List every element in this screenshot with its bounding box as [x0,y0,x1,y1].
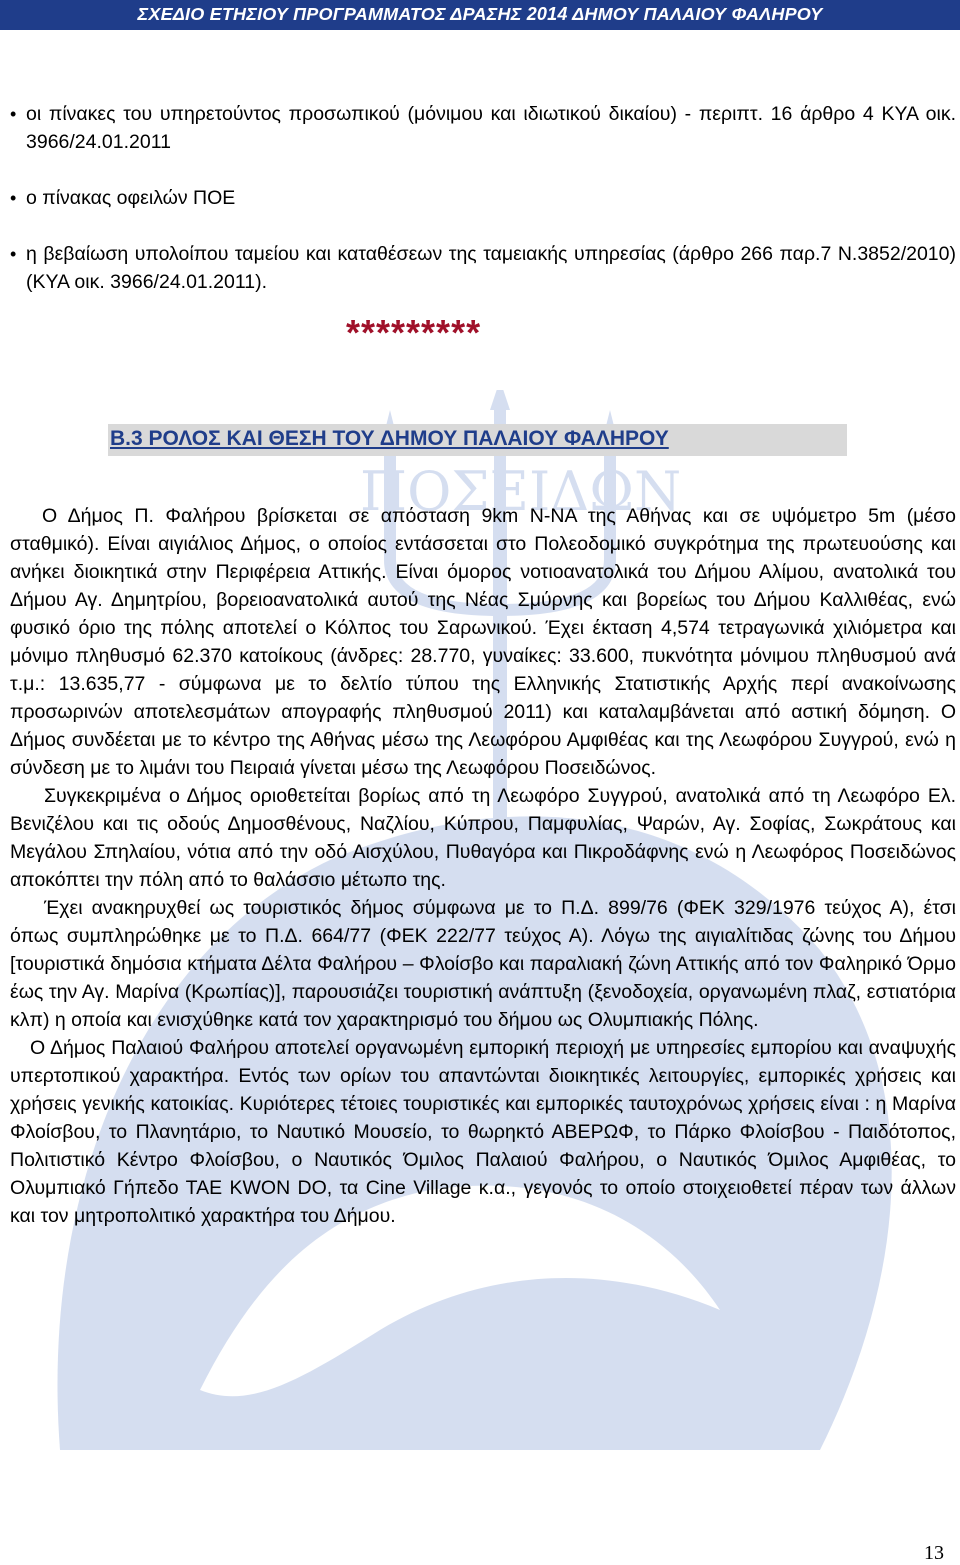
body-text [10,502,956,1230]
paragraph: Έχει ανακηρυχθεί ως τουριστικός δήμος σύμφωνα με το Π.Δ. 899/76 (ΦΕΚ 329/1976 τεύχος Α), έτσι όπως συμπληρώθηκε με το Π.Δ. 664/77 (ΦΕΚ 222/77 τεύχος Α). Λόγω της αιγιαλίτιδας ζώνης του Δήμου [τουριστικά δημόσια κτήματα Δέλτα Φαλήρου – Φλοίσβο και παραλιακή ζώνη Αττικής από τον Φαληρικό Όρμο έως την Αγ. Μαρίνα (Κρωπίας)], παρουσιάζει τουριστική ανάπτυξη (ξενοδοχεία, οργανωμένη πλαζ, εστιατόρια κλπ) η οποία και ενισχύθηκε κατά τον χαρακτηρισμό του δήμου ως Ολυμπιακής Πόλης. [10,897,956,1031]
bullet-icon: • [10,104,17,124]
section-separator: ********* [346,312,482,353]
bullet-icon: • [10,188,17,208]
bullet-icon: • [10,244,17,264]
list-item [10,240,956,296]
section-heading: Β.3 ΡΟΛΟΣ ΚΑΙ ΘΕΣΗ ΤΟΥ ΔΗΜΟΥ ΠΑΛΑΙΟΥ ΦΑΛΗΡΟΥ [110,427,669,450]
page-number: 13 [924,1542,944,1564]
list-item [10,100,956,156]
list-item-text: ο πίνακας οφειλών ΠΟΕ [26,187,236,209]
list-item-text: οι πίνακες του υπηρετούντος προσωπικού (μόνιμου και ιδιωτικού δικαίου) - περιπτ. 16 άρθρο 4 ΚΥΑ οικ. 3966/24.01.2011 [26,103,956,153]
list-item-text: η βεβαίωση υπολοίπου ταμείου και καταθέσεων της ταμειακής υπηρεσίας (άρθρο 266 παρ.7 Ν.3852/2010) (ΚΥΑ οικ. 3966/24.01.2011). [26,243,956,293]
watermark-text: ΠΟΣΕΙΔΩΝ [360,460,682,523]
paragraph: Συγκεκριμένα ο Δήμος οριοθετείται βορίως από τη Λεωφόρο Συγγρού, ανατολικά από τη Λεωφόρο Ελ. Βενιζέλου και τις οδούς Δημοσθένους, Ναζλίου, Κύπρου, Παμφυλίας, Ψαρών, Αγ. Σοφίας, Σωκράτους και Μεγάλου Σπηλαίου, νότια από την οδό Αισχύλου, Πυθαγόρα και Πικροδάφνης ενώ η Λεωφόρος Ποσειδώνος αποκόπτει την πόλη από το θαλάσσιο μέτωπο της. [10,785,956,891]
paragraph: Ο Δήμος Παλαιού Φαλήρου αποτελεί οργανωμένη εμπορική περιοχή με υπηρεσίες εμπορίου και αναψυχής υπερτοπικού χαρακτήρα. Εντός των ορίων του απαντώνται διοικητικές λειτουργίες, εμπορικές χρήσεις και χρήσεις γενικής κατοικίας. Κυριότερες τέτοιες τουριστικές και εμπορικές ταυτοχρόνως χρήσεις είναι : η Μαρίνα Φλοίσβου, το Πλανητάριο, το Ναυτικό Μουσείο, το θωρηκτό ΑΒΕΡΩΦ, το Πάρκο Φλοίσβου - Παιδότοπος, Πολιτιστικό Κέντρο Φλοίσβου, ο Ναυτικός Όμιλος Παλαιού Φαλήρου, ο Ναυτικός Όμιλος Αμφιθέας, το Ολυμπιακό Γήπεδο ΤΑΕ KWON DO, τα Cine Village κ.α., γεγονός το οποίο στοιχειοθετεί πέραν των άλλων και τον μητροπολιτικό χαρακτήρα του Δήμου. [10,1037,956,1227]
section-heading-box [108,424,847,456]
bullet-list [10,100,956,296]
paragraph: Ο Δήμος Π. Φαλήρου βρίσκεται σε απόσταση 9km Ν-ΝΑ της Αθήνας και σε υψόμετρο 5m (μέσο σταθμικό). Είναι αιγιάλιος Δήμος, ο οποίος εντάσσεται στο Πολεοδομικό συγκρότημα της πρωτευούσης και ανήκει διοικητικά στην Περιφέρεια Αττικής. Είναι όμορος νοτιοανατολικά του Δήμου Αλίμου, ανατολικά του Δήμου Αγ. Δημητρίου, βορειοανατολικά αυτού της Νέας Σμύρνης και βορείως του Δήμου Καλλιθέας, ενώ φυσικό όριο της πόλης αποτελεί ο Κόλπος του Σαρωνικού. Έχει έκταση 4,574 τετραγωνικά χιλιόμετρα και μόνιμο πληθυσμό 62.370 κατοίκους (άνδρες: 28.770, γυναίκες: 33.600, πυκνότητα μόνιμου πληθυσμού ανά τ.μ.: 13.635,77 - σύμφωνα με το δελτίο τύπου της Ελληνικής Στατιστικής Αρχής περί ανακοίνωσης προσωρινών αποτελεσμάτων απογραφής πληθυσμού 2011) και καταλαμβάνεται από αστική δόμηση. Ο Δήμος συνδέεται με το κέντρο της Αθήνας μέσω της Λεωφόρου Αμφιθέας και της Λεωφόρου Συγγρού, ενώ η σύνδεση με το λιμάνι του Πειραιά γίνεται μέσω της Λεωφόρου Ποσειδώνος. [10,505,956,779]
document-header-title: ΣΧΕΔΙΟ ΕΤΗΣΙΟΥ ΠΡΟΓΡΑΜΜΑΤΟΣ ΔΡΑΣΗΣ 2014 ΔΗΜΟΥ ΠΑΛΑΙΟΥ ΦΑΛΗΡΟΥ [137,4,823,24]
list-item [10,184,956,212]
